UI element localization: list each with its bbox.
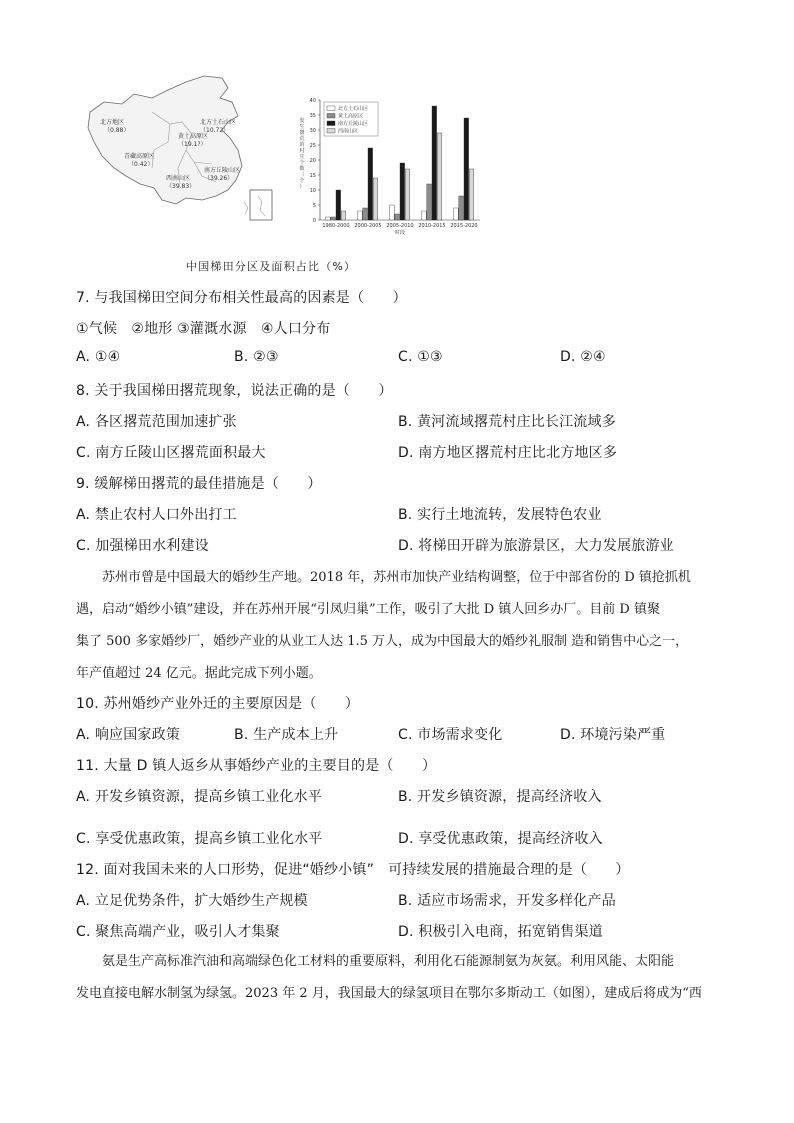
- y-axis-label-char: 撂: [299, 130, 305, 136]
- bar: [373, 178, 378, 220]
- x-tick-label: 2005-2010: [386, 223, 414, 229]
- y-axis-label-char: 数: [299, 166, 305, 172]
- y-tick-label: 35: [309, 112, 316, 119]
- y-axis-label-char: 村: [299, 148, 305, 154]
- y-tick-label: 0: [312, 217, 316, 224]
- q10-option-c[interactable]: C. 市场需求变化: [398, 727, 503, 743]
- x-tick-label: 2000-2005: [354, 223, 382, 229]
- x-tick-label: 2015-2020: [450, 223, 478, 229]
- passage-line: 苏州市曾是中国最大的婚纱生产地。2018 年，苏州市加快产业结构调整，位于中部省份的 D 镇抢抓机: [102, 570, 691, 585]
- y-tick-label: 15: [309, 172, 316, 179]
- q8-stem: 8. 关于我国梯田撂荒现象，说法正确的是（ ）: [76, 383, 393, 399]
- bar: [400, 163, 405, 220]
- bar: [422, 211, 427, 220]
- legend-label: 黄土高原区: [338, 113, 364, 120]
- bar: [341, 211, 346, 220]
- bar: [326, 217, 331, 220]
- y-axis-label-char: 的: [299, 142, 305, 148]
- x-tick-label: 2010-2015: [418, 223, 446, 229]
- y-tick-label: 10: [309, 187, 316, 194]
- legend-label: 南方丘陵山区: [338, 121, 369, 127]
- y-tick-label: 20: [309, 157, 316, 164]
- bar: [390, 205, 395, 220]
- y-axis-label-char: （: [299, 172, 305, 178]
- chart-legend: [324, 102, 378, 136]
- q10-stem: 10. 苏州婚纱产业外迁的主要原因是（ ）: [76, 696, 360, 712]
- map-value-south-hills: （39.26）: [204, 175, 234, 182]
- q11-option-c[interactable]: C. 享受优惠政策，提高乡镇工业化水平: [76, 831, 323, 847]
- q7-items: ①气候 ②地形 ③灌溉水源 ④人口分布: [76, 321, 331, 337]
- y-axis-label-char: 庄: [299, 154, 305, 160]
- q8-option-b[interactable]: B. 黄河流域撂荒村庄比长江流域多: [398, 414, 616, 430]
- q11-option-b[interactable]: B. 开发乡镇资源，提高经济收入: [398, 789, 602, 805]
- legend-swatch: [327, 129, 335, 134]
- q7-option-d[interactable]: D. ②④: [560, 349, 606, 365]
- legend-swatch: [327, 106, 335, 111]
- passage-line: 年产值超过 24 亿元。据此完成下列小题。: [76, 666, 322, 681]
- q10-option-b[interactable]: B. 生产成本上升: [234, 727, 339, 743]
- map-label-north-rocky: 北方土石山区: [200, 119, 237, 126]
- y-axis-label-char: 个: [299, 178, 305, 184]
- y-axis-label-char: 生: [299, 124, 305, 130]
- legend-swatch: [327, 121, 335, 126]
- q10-option-a[interactable]: A. 响应国家政策: [76, 727, 181, 743]
- bar: [464, 118, 469, 220]
- y-tick-label: 5: [312, 202, 316, 209]
- map-value-southwest: （39.83）: [166, 183, 196, 190]
- passage-line: 发电直接电解水制氢为绿氢。2023 年 2 月，我国最大的绿氢项目在鄂尔多斯动工（如图），建成后将成为“西: [76, 986, 702, 1001]
- bar: [432, 106, 437, 220]
- legend-swatch: [327, 114, 335, 119]
- q9-option-b[interactable]: B. 实行土地流转，发展特色农业: [398, 507, 602, 523]
- x-axis-label: 时段: [394, 230, 406, 236]
- legend-label: 西南山区: [338, 128, 359, 135]
- q12-option-a[interactable]: A. 立足优势条件，扩大婚纱生产规模: [76, 893, 308, 909]
- bar: [395, 214, 400, 220]
- q8-option-d[interactable]: D. 南方地区撂荒村庄比北方地区多: [398, 445, 618, 461]
- q7-option-a[interactable]: A. ①④: [76, 349, 121, 365]
- q9-option-c[interactable]: C. 加强梯田水利建设: [76, 538, 209, 554]
- map-value-north-rocky: （10.72）: [200, 127, 230, 134]
- passage-line: 遇，启动“婚纱小镇”建设，并在苏州开展“引凤归巢”工作，吸引了大批 D 镇人回乡办厂。目前 D 镇聚: [76, 602, 660, 617]
- q9-stem: 9. 缓解梯田撂荒的最佳措施是（ ）: [76, 476, 322, 492]
- passage-line: 氨是生产高标准汽油和高端绿色化工材料的重要原料，利用化石能源制氨为灰氨。利用风能、太阳能: [102, 954, 675, 969]
- bar: [405, 169, 410, 220]
- legend-label: 北方土石山区: [338, 106, 369, 112]
- map-label-tibet: 青藏高原区: [124, 153, 155, 160]
- q12-option-d[interactable]: D. 积极引入电商，拓宽销售渠道: [398, 924, 603, 940]
- passage-suzhou: [76, 562, 716, 690]
- map-label-south-hills: 南方丘陵山区: [204, 167, 241, 174]
- y-axis-label-char: 发: [299, 118, 305, 124]
- q8-option-c[interactable]: C. 南方丘陵山区撂荒面积最大: [76, 445, 266, 461]
- q11-option-d[interactable]: D. 享受优惠政策，提高经济收入: [398, 831, 603, 847]
- q8-option-a[interactable]: A. 各区撂荒范围加速扩张: [76, 414, 237, 430]
- q9-option-d[interactable]: D. 将梯田开辟为旅游景区，大力发展旅游业: [398, 538, 674, 554]
- bar: [469, 169, 474, 220]
- y-tick-label: 30: [309, 127, 316, 134]
- passage-line: 集了 500 多家婚纱厂，婚纱产业的从业工人达 1.5 万人，成为中国最大的婚纱礼服制 造和销售中心之一，: [76, 634, 689, 649]
- bar: [427, 184, 432, 220]
- q9-option-a[interactable]: A. 禁止农村人口外出打工: [76, 507, 237, 523]
- figure-caption: 中国梯田分区及面积占比（%）: [186, 260, 357, 273]
- q11-option-a[interactable]: A. 开发乡镇资源，提高乡镇工业化水平: [76, 789, 323, 805]
- q7-option-b[interactable]: B. ②③: [234, 349, 279, 365]
- q7-option-c[interactable]: C. ①③: [398, 349, 443, 365]
- map-label-southwest: 西南山区: [166, 175, 191, 182]
- bar: [368, 148, 373, 220]
- y-axis-label-char: ）: [299, 184, 305, 190]
- abandonment-bar-chart: [296, 92, 486, 242]
- china-outline: [88, 76, 242, 204]
- passage-ammonia: [76, 946, 716, 1010]
- q11-stem: 11. 大量 D 镇人返乡从事婚纱产业的主要目的是（ ）: [76, 758, 437, 774]
- q10-option-d[interactable]: D. 环境污染严重: [560, 727, 666, 743]
- map-label-loess: 黄土高原区: [178, 133, 209, 140]
- map-value-loess: （19.1?）: [178, 141, 207, 148]
- map-label-north: 北方地区: [100, 119, 125, 126]
- bar: [358, 211, 363, 220]
- y-tick-label: 40: [309, 97, 316, 104]
- q12-stem: 12. 面对我国未来的人口形势，促进“婚纱小镇” 可持续发展的措施最合理的是（ ）: [76, 862, 630, 878]
- bar: [459, 196, 464, 220]
- q7-stem: 7. 与我国梯田空间分布相关性最高的因素是（ ）: [76, 290, 407, 306]
- china-terrace-map: [82, 72, 282, 240]
- bar: [363, 208, 368, 220]
- q12-option-b[interactable]: B. 适应市场需求，开发多样化产品: [398, 893, 616, 909]
- y-axis-label-char: 个: [299, 160, 305, 166]
- x-tick-label: 1980-2000: [322, 223, 350, 229]
- q12-option-c[interactable]: C. 聚焦高端产业，吸引人才集聚: [76, 924, 280, 940]
- bar: [336, 190, 341, 220]
- y-axis-label-char: 荒: [299, 136, 305, 142]
- bar: [331, 217, 336, 220]
- map-value-tibet: （0.42）: [128, 161, 154, 168]
- y-tick-label: 25: [309, 142, 316, 149]
- map-value-north: （0.88）: [104, 127, 130, 134]
- bar: [454, 208, 459, 220]
- bar: [437, 133, 442, 220]
